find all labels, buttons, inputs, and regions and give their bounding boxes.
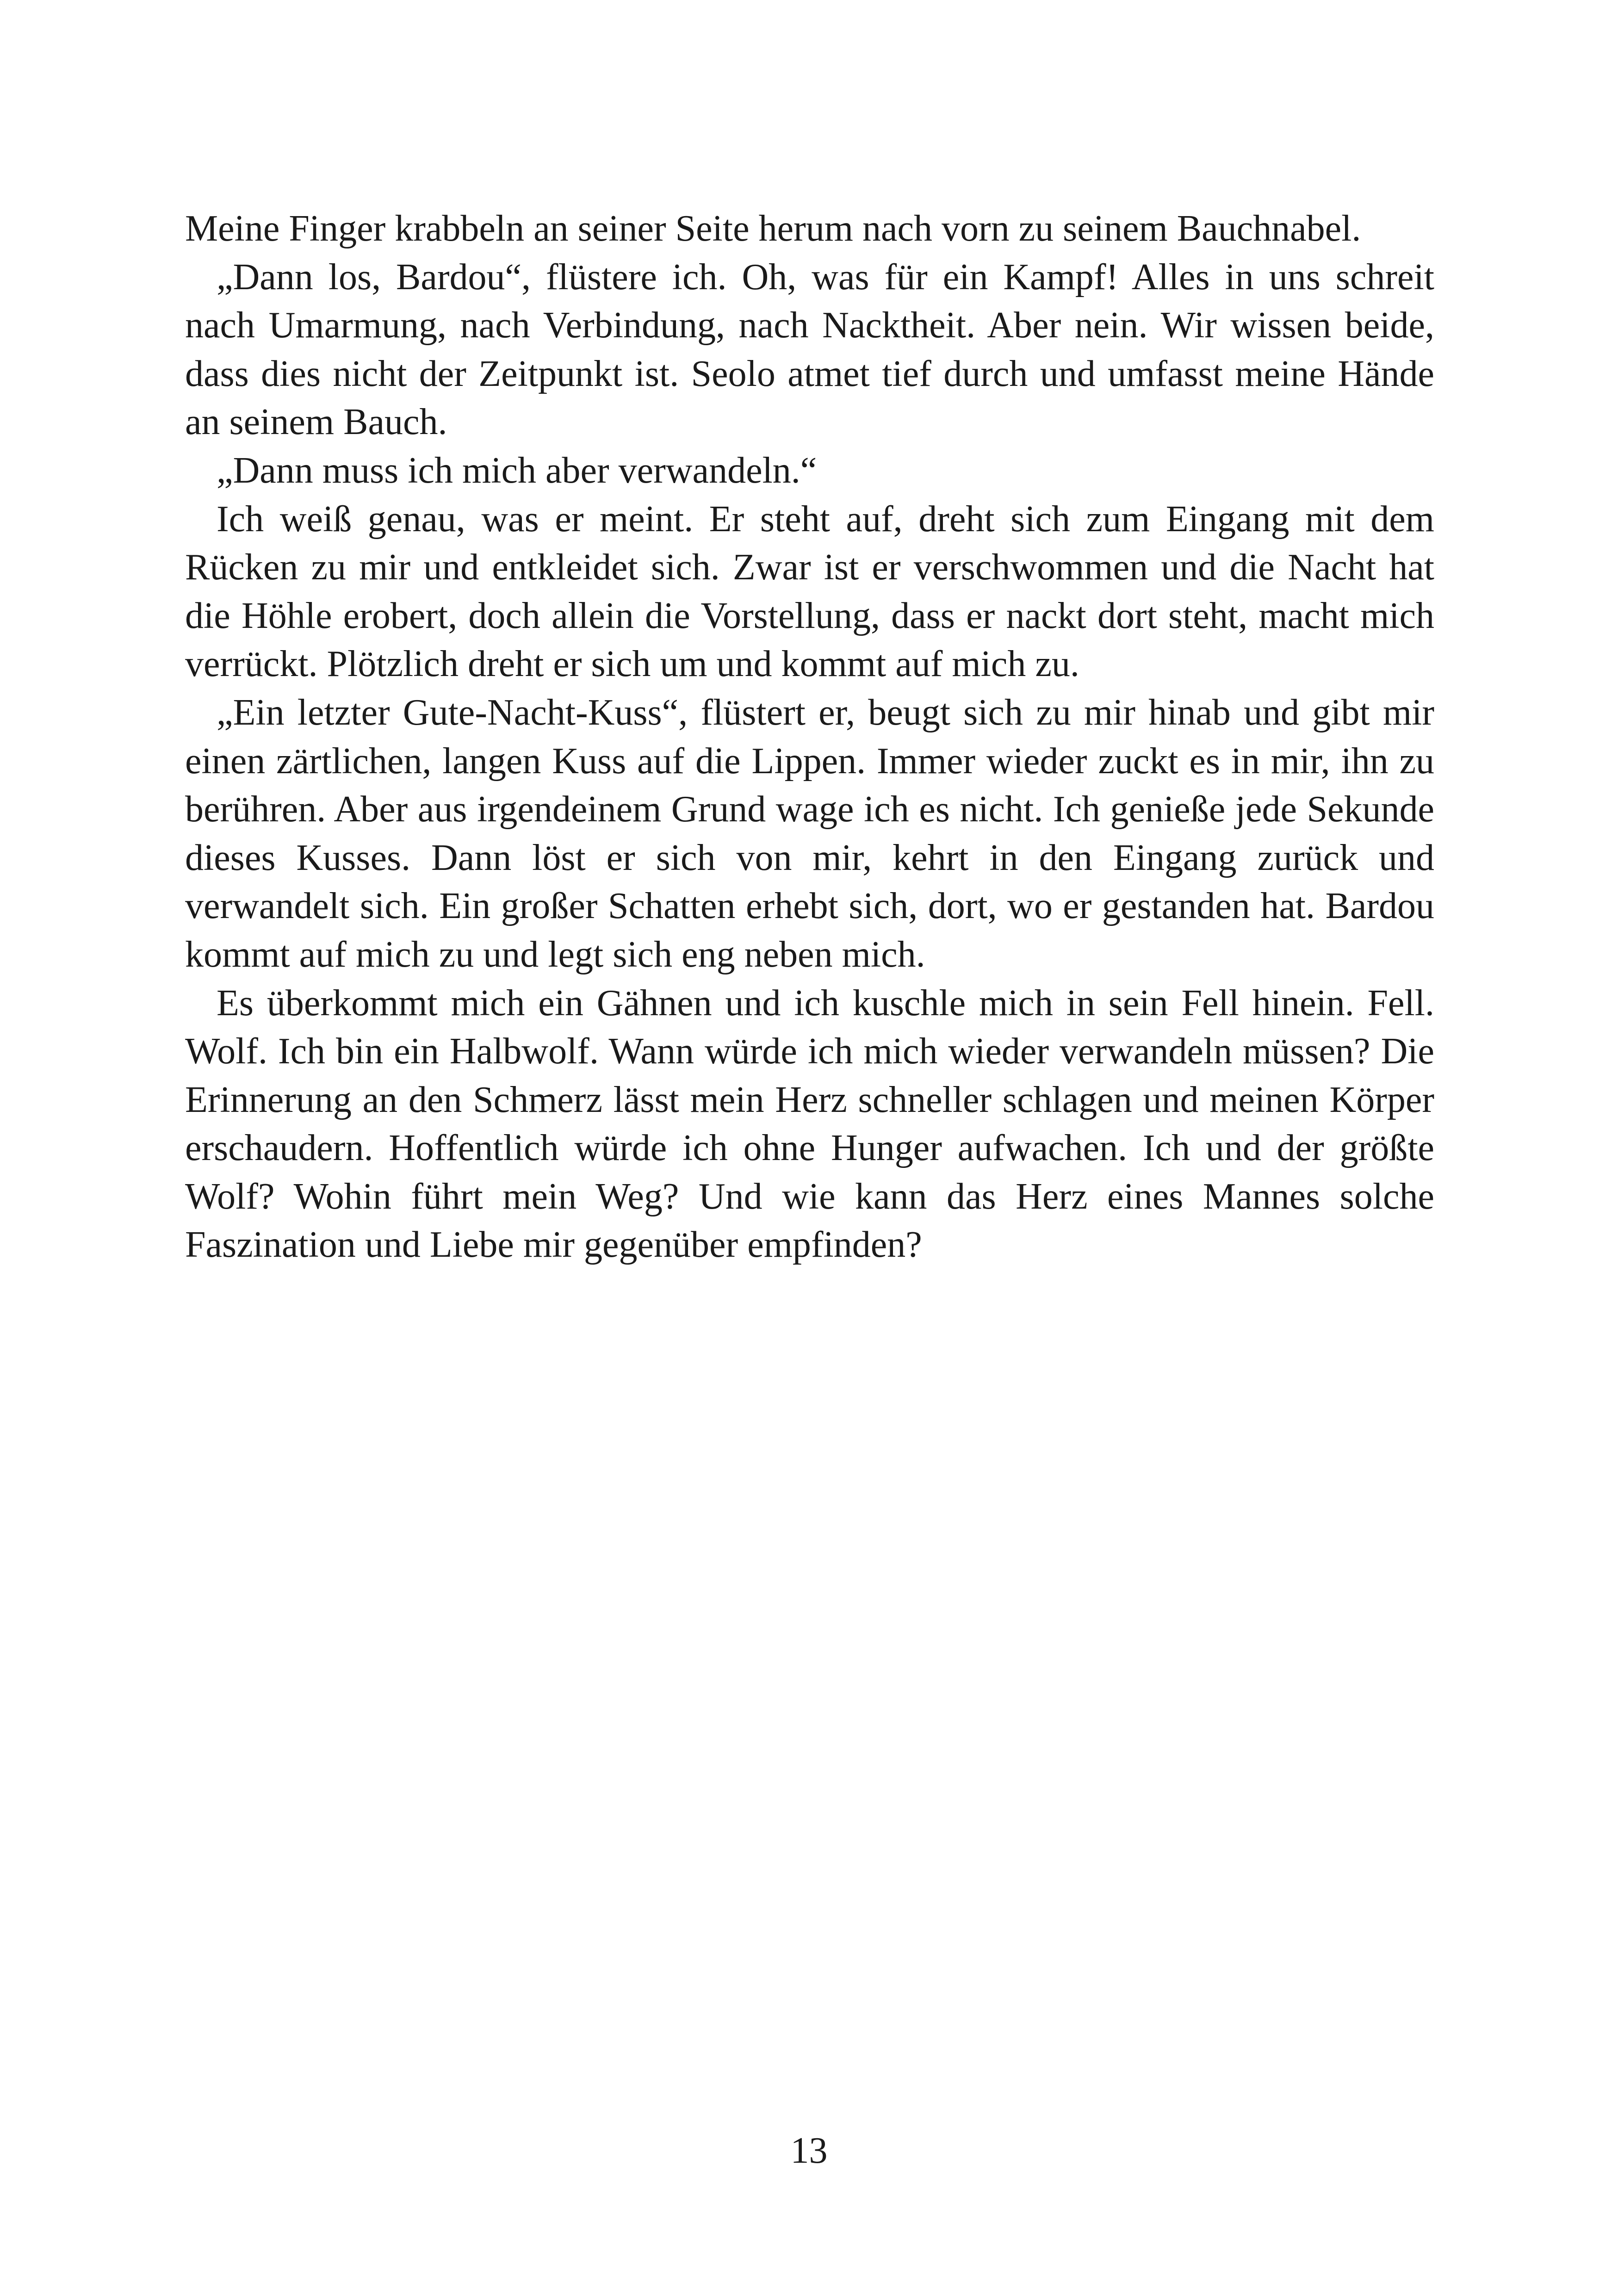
paragraph: Meine Finger krabbeln an seiner Seite herum nach vorn zu seinem Bauchnabel. — [185, 208, 1361, 249]
paragraph: Ich weiß genau, was er meint. Er steht auf, dreht sich zum Eingang mit dem Rücken zu mir und entkleidet sich. Zwar ist er verschwommen und die Nacht hat die Höhle erobert, doch allein die Vorstellung, dass er nackt dort steht, macht mich verrückt. Plötzlich dreht er sich um und kommt auf mich zu. — [185, 498, 1434, 685]
paragraph: „Ein letzter Gute-Nacht-Kuss“, flüstert er, beugt sich zu mir hinab und gibt mir einen zärtlichen, langen Kuss auf die Lippen. Immer wieder zuckt es in mir, ihn zu berühren. Aber aus irgendeinem Grund wage ich es nicht. Ich genieße jede Sekunde dieses Kusses. Dann löst er sich von mir, kehrt in den Eingang zurück und verwandelt sich. Ein großer Schatten erhebt sich, dort, wo er gestanden hat. Bardou kommt auf mich zu und legt sich eng neben mich. — [185, 692, 1434, 975]
paragraph: Es überkommt mich ein Gähnen und ich kuschle mich in sein Fell hinein. Fell. Wolf. Ich bin ein Halbwolf. Wann würde ich mich wieder verwandeln müssen? Die Erinnerung an den Schmerz lässt mein Herz schneller schlagen und meinen Körper erschaudern. Hoffentlich würde ich ohne Hunger aufwachen. Ich und der größte Wolf? Wohin führt mein Weg? Und wie kann das Herz eines Mannes solche Faszination und Liebe mir gegenüber empfinden? — [185, 982, 1434, 1266]
paragraph: „Dann muss ich mich aber verwandeln.“ — [217, 450, 817, 491]
body-text — [185, 205, 1434, 1269]
paragraph: „Dann los, Bardou“, flüstere ich. Oh, was für ein Kampf! Alles in uns schreit nach Umarmung, nach Verbindung, nach Nacktheit. Aber nein. Wir wissen beide, dass dies nicht der Zeitpunkt ist. Seolo atmet tief durch und umfasst meine Hände an seinem Bauch. — [185, 256, 1434, 443]
page-number: 13 — [790, 2130, 828, 2171]
